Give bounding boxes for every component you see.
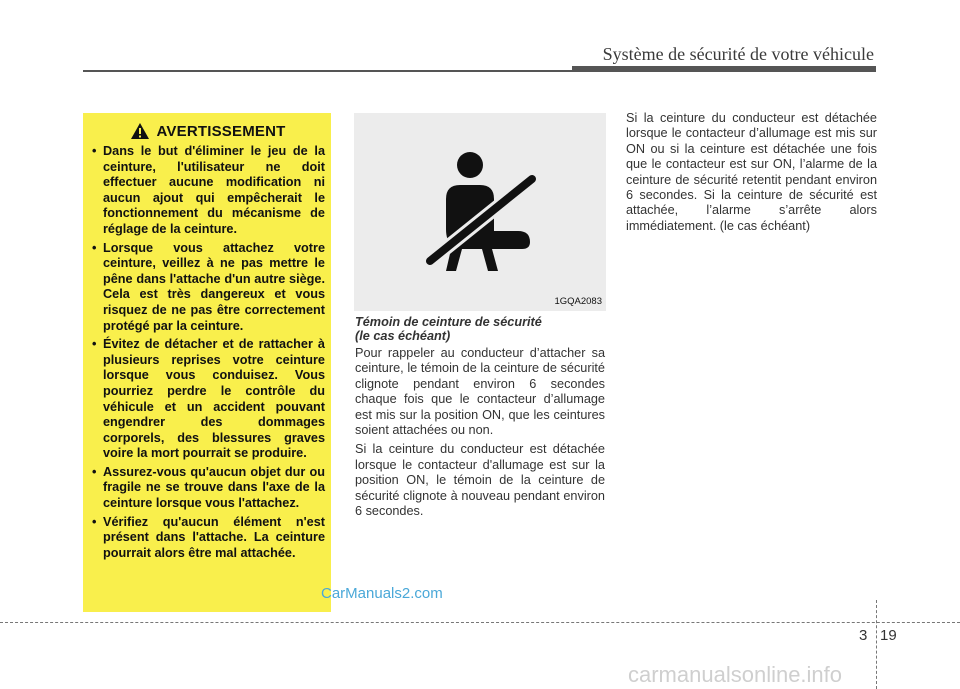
section-caption (355, 315, 605, 343)
warning-box (83, 113, 331, 612)
warning-header (91, 122, 325, 140)
footer-rule (0, 622, 960, 623)
seatbelt-figure (354, 113, 606, 311)
list-item (91, 465, 325, 512)
bullet: • (92, 464, 97, 479)
page-number: 19 (880, 627, 897, 644)
list-item (91, 337, 325, 462)
footer-watermark: carmanualsonline.info (628, 662, 843, 687)
caption-line-2: (le cas échéant) (355, 329, 451, 343)
header-rule-accent (572, 66, 876, 72)
bullet: • (92, 144, 97, 158)
caption-line-1: Témoin de ceinture de sécurité (355, 315, 542, 329)
warning-triangle-icon (130, 122, 150, 140)
warning-item-text: Vérifiez qu'aucun élément n'est présent dans l'attache. La ceinture pourrait alors être mal attachée. (103, 514, 325, 560)
chapter-number: 3 (859, 627, 868, 644)
bullet: • (92, 240, 97, 255)
figure-code: 1GQA2083 (554, 296, 602, 307)
list-item (91, 241, 325, 335)
list-item (91, 144, 325, 238)
bullet: • (92, 337, 97, 352)
seatbelt-warning-icon (426, 149, 536, 274)
warning-title: AVERTISSEMENT (156, 122, 286, 140)
chapter-title: Système de sécurité de votre véhicule (602, 44, 874, 64)
footer-divider (876, 600, 877, 689)
paragraph: Si la ceinture du conducteur est détachée lorsque le contacteur d’allumage est mis sur ON ou si la ceinture est détachée une fois que le contacteur est sur ON, l’alarme de la ceinture de sécurité retentit pendant environ 6 secondes. Si la ceinture de sécurité est attachée, l’alarme s’arrête alors immédiatement. (le cas échéant) (626, 111, 877, 233)
warning-item-text: Dans le but d'éliminer le jeu de la ceinture, l'utilisateur ne doit effectuer aucune modification ni aucun ajout qui empêcherait le fonctionnement du mécanisme de réglage de la ceinture. (103, 144, 325, 236)
list-item (91, 515, 325, 562)
text-column-middle (355, 315, 605, 523)
warning-list (91, 144, 325, 561)
warning-item-text: Évitez de détacher et de rattacher à plusieurs reprises votre ceinture lorsque vous conduisez. Vous pourriez perdre le contrôle du véhicule et un accident pouvant engendrer des dommages corporels, des blessures graves voire la mort pourrait se produire. (103, 337, 325, 461)
paragraph: Si la ceinture du conducteur est détachée lorsque le contacteur d'allumage est sur la position ON, le témoin de la ceinture de sécurité clignote à nouveau pendant environ 6 secondes. (355, 442, 605, 519)
paragraph: Pour rappeler au conducteur d’attacher sa ceinture, le témoin de la ceinture de sécurité clignote pendant environ 6 secondes chaque fois que le contacteur d’allumage est mis sur la position ON, que les ceintures soient attachées ou non. (355, 346, 605, 438)
warning-item-text: Assurez-vous qu'aucun objet dur ou fragile ne se trouve dans l'axe de la ceinture lorsque vous l'attachez. (103, 464, 325, 511)
bullet: • (92, 514, 97, 529)
text-column-right (626, 111, 877, 238)
watermark: CarManuals2.com (321, 585, 443, 602)
warning-item-text: Lorsque vous attachez votre ceinture, veillez à ne pas mettre le pêne dans l'attache d'un autre siège. Cela est très dangereux et vous risquez de ne pas être correctement protégé par la ceinture. (103, 240, 325, 333)
